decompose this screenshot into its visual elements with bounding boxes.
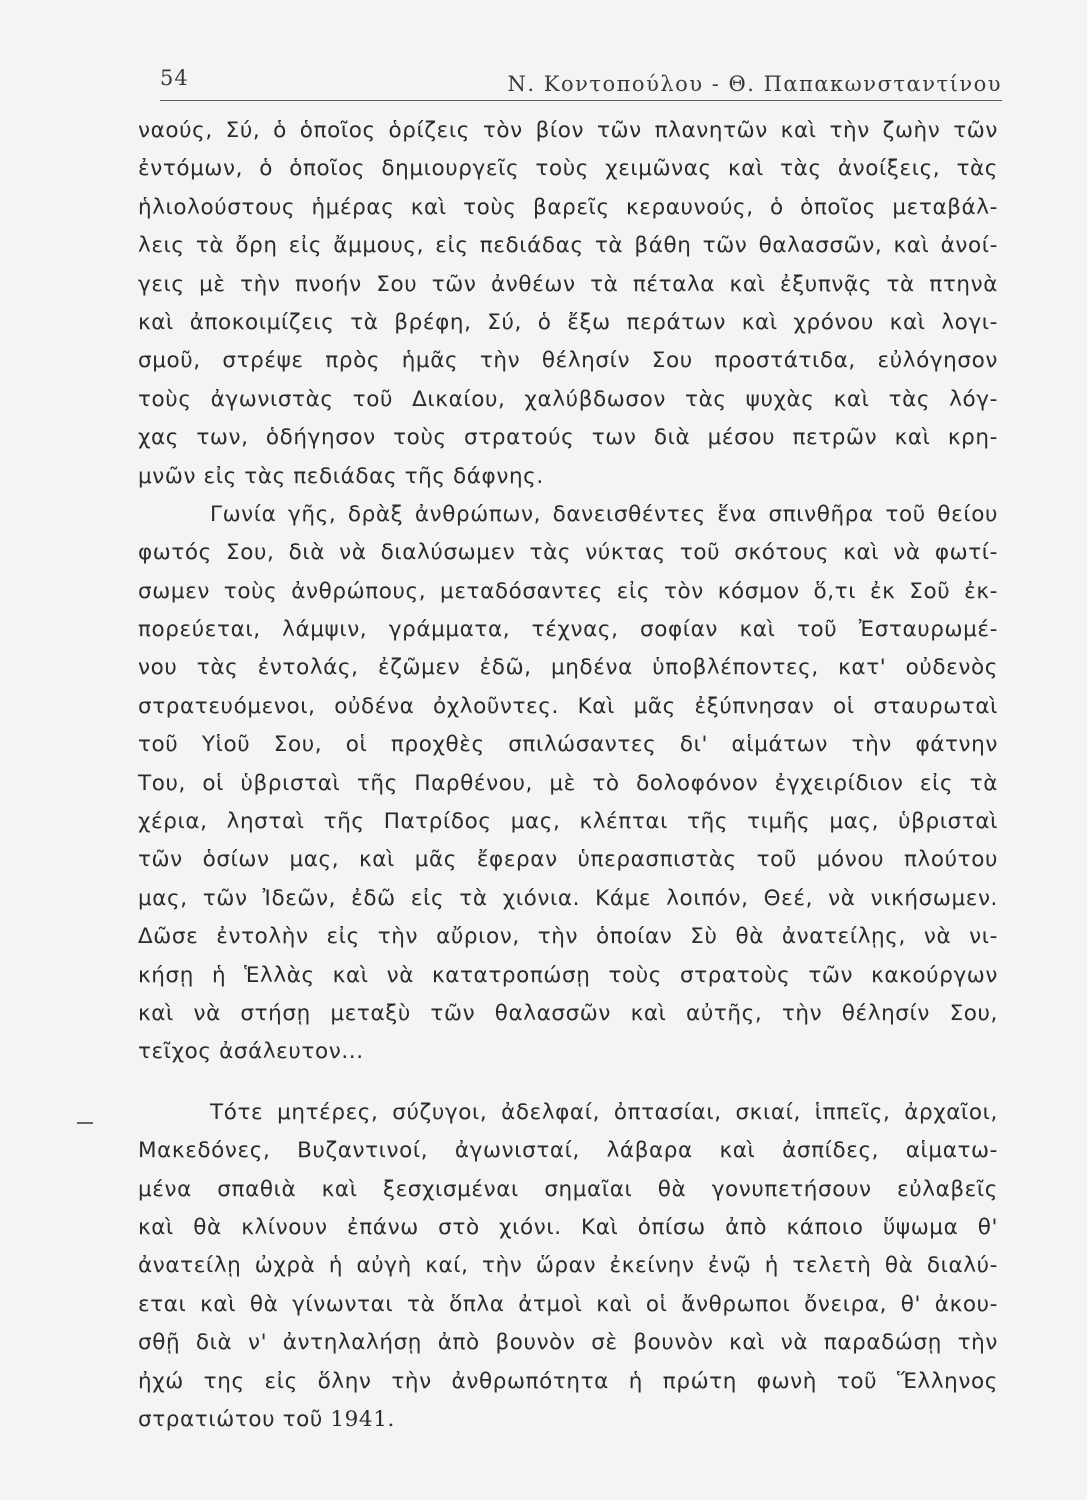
- body-text: [138, 112, 998, 1439]
- text-line: μένα σπαθιὰ καὶ ξεσχισμέναι σημαῖαι θὰ γονυπετήσουν εὐλαβεῖς: [138, 1176, 998, 1202]
- text-line: ἐντόμων, ὁ ὁποῖος δημιουργεῖς τοὺς χειμῶνας καὶ τὰς ἀνοίξεις, τὰς: [138, 156, 998, 182]
- text-line: νου τὰς ἐντολάς, ἐζῶμεν ἐδῶ, μηδένα ὑποβλέποντες, κατ' οὐδενὸς: [138, 655, 998, 681]
- final-line-text: στρατιώτου τοῦ: [138, 1406, 323, 1432]
- text-line: φωτός Σου, διὰ νὰ διαλύσωμεν τὰς νύκτας τοῦ σκότους καὶ νὰ φωτί-: [138, 540, 998, 566]
- page-header: [160, 62, 1002, 101]
- text-line: σμοῦ, στρέψε πρὸς ἡμᾶς τὴν θέλησίν Σου προστάτιδα, εὐλόγησον: [138, 348, 998, 374]
- text-line: σωμεν τοὺς ἀνθρώπους, μεταδόσαντες εἰς τὸν κόσμον ὅ,τι ἐκ Σοῦ ἐκ-: [138, 578, 998, 604]
- text-line: Γωνία γῆς, δρὰξ ἀνθρώπων, δανεισθέντες ἕνα σπινθῆρα τοῦ θείου: [210, 501, 998, 527]
- text-line: Δῶσε ἐντολὴν εἰς τὴν αὔριον, τὴν ὁποίαν Σὺ θὰ ἀνατείλῃς, νὰ νι-: [138, 924, 998, 950]
- text-line: καὶ νὰ στήσῃ μεταξὺ τῶν θαλασσῶν καὶ αὐτῆς, τὴν θέλησίν Σου,: [138, 1000, 998, 1026]
- text-line: τῶν ὁσίων μας, καὶ μᾶς ἔφεραν ὑπερασπιστὰς τοῦ μόνου πλούτου: [138, 847, 998, 873]
- text-line: ἀνατείλῃ ὠχρὰ ἡ αὐγὴ καί, τὴν ὥραν ἐκείνην ἐνῷ ἡ τελετὴ θὰ διαλύ-: [138, 1253, 998, 1279]
- text-line: γεις μὲ τὴν πνοήν Σου τῶν ἀνθέων τὰ πέταλα καὶ ἐξυπνᾷς τὰ πτηνὰ: [138, 271, 998, 297]
- paragraph-1: [138, 112, 998, 496]
- text-line: ἡλιολούστους ἡμέρας καὶ τοὺς βαρεῖς κεραυνούς, ὁ ὁποῖος μεταβάλ-: [138, 194, 998, 220]
- year: 1941.: [330, 1406, 395, 1432]
- text-line-final: [138, 1401, 998, 1439]
- text-line: πορεύεται, λάμψιν, γράμματα, τέχνας, σοφίαν καὶ τοῦ Ἐσταυρωμέ-: [138, 617, 998, 643]
- text-line: μας, τῶν Ἰδεῶν, ἐδῶ εἰς τὰ χιόνια. Κάμε λοιπόν, Θεέ, νὰ νικήσωμεν.: [138, 885, 998, 911]
- paragraph-2: [138, 496, 998, 1072]
- text-line: κήσῃ ἡ Ἑλλὰς καὶ νὰ κατατροπώσῃ τοὺς στρατοὺς τῶν κακούργων: [138, 962, 998, 988]
- text-line: Τότε μητέρες, σύζυγοι, ἀδελφαί, ὀπτασίαι, σκιαί, ἱππεῖς, ἀρχαῖοι,: [210, 1099, 998, 1125]
- margin-mark: [77, 1122, 93, 1124]
- text-line: ναούς, Σύ, ὁ ὁποῖος ὁρίζεις τὸν βίον τῶν πλανητῶν καὶ τὴν ζωὴν τῶν: [138, 118, 998, 143]
- text-line: καὶ ἀποκοιμίζεις τὰ βρέφη, Σύ, ὁ ἔξω περάτων καὶ χρόνου καὶ λογι-: [138, 309, 998, 335]
- text-line: χας των, ὁδήγησον τοὺς στρατούς των διὰ μέσου πετρῶν καὶ κρη-: [138, 425, 998, 451]
- paragraph-gap: [138, 1072, 998, 1094]
- text-line: τεῖχος ἀσάλευτον...: [138, 1039, 364, 1065]
- text-line: εται καὶ θὰ γίνωνται τὰ ὅπλα ἀτμοὶ καὶ οἱ ἄνθρωποι ὄνειρα, θ' ἀκου-: [138, 1291, 998, 1317]
- text-line: μνῶν εἰς τὰς πεδιάδας τῆς δάφνης.: [138, 463, 544, 489]
- text-line: καὶ θὰ κλίνουν ἐπάνω στὸ χιόνι. Καὶ ὀπίσω ἀπὸ κάποιο ὕψωμα θ': [138, 1214, 998, 1240]
- page-number: 54: [160, 66, 189, 90]
- text-line: Μακεδόνες, Βυζαντινοί, ἀγωνισταί, λάβαρα καὶ ἀσπίδες, αἱματω-: [138, 1138, 998, 1164]
- text-line: ἠχώ της εἰς ὅλην τὴν ἀνθρωπότητα ἡ πρώτη φωνὴ τοῦ Ἕλληνος: [138, 1368, 998, 1394]
- text-line: τοῦ Υἱοῦ Σου, οἱ προχθὲς σπιλώσαντες δι' αἱμάτων τὴν φάτνην: [138, 732, 998, 758]
- text-line: χέρια, λησταὶ τῆς Πατρίδος μας, κλέπται τῆς τιμῆς μας, ὑβρισταὶ: [138, 809, 998, 835]
- text-line: τοὺς ἀγωνιστὰς τοῦ Δικαίου, χαλύβδωσον τὰς ψυχὰς καὶ τὰς λόγ-: [138, 386, 998, 412]
- text-line: σθῇ διὰ ν' ἀντηλαλήσῃ ἀπὸ βουνὸν σὲ βουνὸν καὶ νὰ παραδώσῃ τὴν: [138, 1330, 998, 1356]
- running-head: Ν. Κοντοπούλου - Θ. Παπακωνσταντίνου: [507, 72, 1002, 96]
- text-line: Του, οἱ ὑβρισταὶ τῆς Παρθένου, μὲ τὸ δολοφόνον ἐγχειρίδιον εἰς τὰ: [138, 770, 998, 796]
- text-line: λεις τὰ ὄρη εἰς ἄμμους, εἰς πεδιάδας τὰ βάθη τῶν θαλασσῶν, καὶ ἀνοί-: [138, 233, 998, 259]
- paragraph-3: [138, 1094, 998, 1440]
- text-line: στρατευόμενοι, οὐδένα ὀχλοῦντες. Καὶ μᾶς ἐξύπνησαν οἱ σταυρωταὶ: [138, 693, 998, 719]
